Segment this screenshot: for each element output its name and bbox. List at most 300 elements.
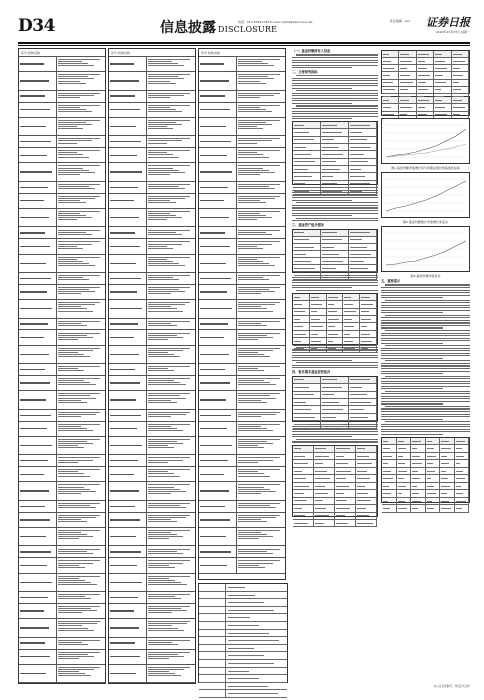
table-cell <box>440 445 455 452</box>
table-row <box>199 675 287 683</box>
text-line <box>456 471 463 472</box>
text-line <box>58 93 100 94</box>
text-line <box>381 305 470 306</box>
table-row <box>109 300 195 319</box>
cell-name <box>199 482 237 500</box>
text-line <box>238 289 269 290</box>
text-line <box>58 489 90 490</box>
cell-name <box>199 273 237 284</box>
table-cell <box>293 265 321 271</box>
table-row <box>199 285 285 300</box>
text-line <box>238 412 280 413</box>
text-line <box>148 382 180 383</box>
table-cell <box>452 87 469 93</box>
text-line <box>381 355 470 356</box>
contact-line: 电话：010-83251730 E-mail: zqrb9@zqrb.sina.net <box>238 20 313 24</box>
text-line <box>238 447 264 448</box>
text-line <box>58 232 86 233</box>
text-line <box>110 673 136 674</box>
table-row <box>293 520 377 527</box>
table-cell <box>440 490 455 497</box>
table-cell <box>382 80 399 86</box>
text-line <box>336 448 350 449</box>
text-line <box>400 75 410 76</box>
text-line <box>200 415 231 416</box>
text-line <box>294 254 306 255</box>
text-line <box>427 471 435 472</box>
text-line <box>238 370 264 371</box>
table-row <box>109 513 195 528</box>
text-line <box>292 429 378 430</box>
table-cell <box>293 244 321 250</box>
text-line <box>322 275 340 276</box>
text-line <box>381 295 470 296</box>
text-line <box>322 247 334 248</box>
cell-name <box>19 455 57 466</box>
text-line <box>58 304 95 305</box>
text-line <box>58 105 100 106</box>
table-cell <box>321 265 349 271</box>
text-line <box>238 174 260 175</box>
cell-name <box>199 410 237 421</box>
table-cell <box>356 490 377 496</box>
text-line <box>148 198 185 199</box>
text-line <box>148 143 167 144</box>
text-line <box>361 348 368 349</box>
table-row <box>382 475 469 483</box>
text-line <box>294 379 304 380</box>
table-cell <box>452 51 469 57</box>
table-cell <box>349 237 377 243</box>
text-line <box>350 183 370 184</box>
text-line <box>148 184 190 185</box>
text-line <box>148 120 190 121</box>
text-line <box>238 519 261 520</box>
text-line <box>238 78 274 79</box>
text-line <box>292 60 378 61</box>
cell-name <box>19 437 57 455</box>
table-row <box>199 227 285 239</box>
text-line <box>322 232 337 233</box>
table-cell <box>335 483 356 489</box>
text-line <box>381 338 470 339</box>
text-line <box>148 157 179 158</box>
cell-name <box>109 319 147 330</box>
text-line <box>58 382 90 383</box>
text-line <box>20 382 50 383</box>
page-header <box>18 14 470 40</box>
table-cell <box>382 438 397 445</box>
section-title-en: DISCLOSURE <box>218 25 278 34</box>
text-line <box>381 426 470 427</box>
text-line <box>200 519 230 520</box>
cell-name <box>199 118 237 136</box>
text-line <box>336 478 346 479</box>
cell-detail <box>147 592 195 603</box>
text-line <box>238 95 274 96</box>
table-column-3 <box>198 48 286 580</box>
text-line <box>381 408 470 409</box>
text-line <box>292 62 378 63</box>
cell-name <box>109 574 147 592</box>
cell-name <box>19 376 57 390</box>
cell-name <box>109 118 147 136</box>
table-cell <box>335 520 356 526</box>
text-line <box>58 168 83 169</box>
table-cell <box>452 58 469 64</box>
text-line <box>58 138 100 139</box>
table-cell <box>321 392 349 398</box>
table-row <box>19 638 105 650</box>
table-row <box>19 182 105 194</box>
text-line <box>311 297 319 298</box>
text-line <box>238 393 280 394</box>
table-cell <box>397 505 412 512</box>
table-row <box>199 182 285 194</box>
table-row <box>109 422 195 437</box>
text-line <box>148 428 177 429</box>
text-line <box>148 356 180 357</box>
cell-name <box>109 467 147 481</box>
text-line <box>20 63 44 64</box>
text-line <box>322 139 334 140</box>
text-line <box>238 507 276 508</box>
text-line <box>456 448 462 449</box>
cell-detail <box>57 513 105 527</box>
text-line <box>453 100 463 101</box>
text-line <box>350 268 368 269</box>
text-line <box>385 406 470 407</box>
cell-detail <box>57 665 105 683</box>
text-line <box>148 200 170 201</box>
table-row <box>19 194 105 209</box>
table-cell <box>397 445 412 452</box>
text-line <box>385 300 470 301</box>
table-cell <box>327 316 344 322</box>
text-line <box>58 493 81 494</box>
text-line <box>110 460 138 461</box>
heading-4: 四、报告期末基金投资组合 <box>292 369 331 374</box>
table-cell <box>349 406 377 412</box>
table-cell <box>411 498 426 505</box>
cell-detail <box>147 513 195 527</box>
text-line <box>381 343 443 344</box>
text-line <box>110 382 140 383</box>
cell-detail <box>237 239 285 253</box>
text-line <box>453 82 459 83</box>
text-line <box>381 302 470 303</box>
text-line <box>238 152 257 153</box>
text-line <box>148 263 179 264</box>
table-cell <box>399 104 416 110</box>
table-cell <box>310 331 327 337</box>
table-row <box>293 406 377 413</box>
text-line <box>322 191 342 192</box>
text-line <box>20 627 49 628</box>
text-line <box>381 292 470 293</box>
text-line <box>357 448 365 449</box>
table-cell <box>356 520 377 526</box>
table-cell <box>335 460 356 466</box>
text-line <box>148 484 190 485</box>
table-cell <box>411 438 426 445</box>
text-line <box>20 291 47 292</box>
table-row <box>19 650 105 665</box>
table-cell <box>455 468 470 475</box>
text-line <box>148 469 190 470</box>
text-line <box>148 83 176 84</box>
text-line <box>148 671 169 672</box>
table-cell <box>293 520 314 526</box>
table-cell <box>343 316 360 322</box>
table-row <box>382 104 469 111</box>
table-cell <box>356 446 377 452</box>
table-cell <box>349 122 377 128</box>
text-line <box>456 463 461 464</box>
cell-detail <box>237 513 285 527</box>
text-line <box>322 409 343 410</box>
text-line <box>336 508 350 509</box>
table-row <box>199 103 285 118</box>
table-row <box>293 505 377 512</box>
cell-name <box>19 346 57 364</box>
cell-name <box>109 482 147 500</box>
text-line <box>20 95 45 96</box>
table-cell <box>327 323 344 329</box>
table-cell <box>327 338 344 344</box>
table-cell <box>293 129 321 135</box>
text-line <box>238 560 280 561</box>
text-line <box>20 474 44 475</box>
text-line <box>296 105 378 106</box>
text-line <box>381 373 443 374</box>
text-line <box>58 584 97 585</box>
text-line <box>58 519 81 520</box>
cell-name <box>199 558 237 572</box>
text-line <box>238 154 263 155</box>
text-line <box>58 366 100 367</box>
cell-label <box>199 599 226 606</box>
text-line <box>383 486 389 487</box>
text-line <box>292 80 378 81</box>
cell-detail <box>237 422 285 436</box>
text-line <box>311 311 317 312</box>
text-line <box>292 111 378 112</box>
text-line <box>110 323 138 324</box>
text-line <box>58 350 93 351</box>
table-row <box>19 665 105 684</box>
text-line <box>238 471 258 472</box>
text-line <box>294 523 308 524</box>
table-row <box>19 319 105 331</box>
text-line <box>292 65 378 66</box>
text-line <box>148 426 171 427</box>
table-row <box>293 188 377 195</box>
table-cell <box>293 384 321 390</box>
cell-name <box>199 528 237 546</box>
text-line <box>238 293 261 294</box>
text-line <box>58 402 87 403</box>
text-line <box>148 370 174 371</box>
text-line <box>238 275 280 276</box>
cell-detail <box>237 364 285 375</box>
text-line <box>238 395 270 396</box>
data-table <box>381 96 470 116</box>
text-line <box>148 534 177 535</box>
table-cell <box>440 453 455 460</box>
cell-name <box>19 558 57 572</box>
text-line <box>238 378 280 379</box>
cell-detail <box>147 72 195 90</box>
table-row <box>199 528 285 547</box>
text-line <box>20 673 46 674</box>
text-line <box>58 610 97 611</box>
text-line <box>238 259 257 260</box>
table-row <box>199 622 287 630</box>
text-line <box>200 95 225 96</box>
text-column-b <box>381 48 470 684</box>
header-rule-thin <box>18 45 470 46</box>
text-line <box>148 667 190 668</box>
text-line <box>383 107 391 108</box>
text-line <box>148 211 190 212</box>
text-line <box>58 503 100 504</box>
table-cell <box>411 483 426 490</box>
text-line <box>292 434 378 435</box>
text-line <box>238 308 267 309</box>
cell-name <box>19 91 57 102</box>
text-line <box>357 523 373 524</box>
text-line <box>148 174 170 175</box>
text-line <box>238 93 280 94</box>
text-line <box>148 76 178 77</box>
text-line <box>292 98 378 99</box>
cell-detail <box>237 482 285 500</box>
table-row <box>19 255 105 274</box>
table-row <box>109 346 195 365</box>
text-line <box>58 337 93 338</box>
text-line <box>238 356 270 357</box>
table-row <box>199 637 287 645</box>
text-line <box>381 348 470 349</box>
text-line <box>292 357 378 358</box>
cell-detail <box>57 364 105 375</box>
text-line <box>418 114 428 115</box>
text-line <box>200 399 226 400</box>
text-line <box>58 567 85 568</box>
text-line <box>20 506 45 507</box>
cell-detail <box>57 546 105 557</box>
text-line <box>292 365 378 366</box>
text-line <box>350 387 362 388</box>
table-cell <box>455 490 470 497</box>
text-line <box>296 90 378 91</box>
table-cell <box>382 453 397 460</box>
text-line <box>385 360 470 361</box>
table-cell <box>349 421 377 427</box>
text-line <box>58 289 89 290</box>
text-line <box>58 122 86 123</box>
chart-svg <box>382 119 469 163</box>
text-line <box>58 594 100 595</box>
table-cell <box>417 97 434 103</box>
cell-name <box>199 285 237 299</box>
text-line <box>292 355 378 356</box>
text-line <box>383 82 393 83</box>
table-cell <box>321 384 349 390</box>
cell-name <box>19 118 57 136</box>
text-line <box>148 487 174 488</box>
table-cell <box>440 475 455 482</box>
text-line <box>294 125 304 126</box>
cell-detail <box>237 437 285 455</box>
text-line <box>453 75 464 76</box>
text-line <box>148 138 190 139</box>
text-line <box>148 457 190 458</box>
table-row <box>293 237 377 244</box>
table-cell <box>382 483 397 490</box>
text-line <box>412 501 421 502</box>
table-row <box>293 399 377 406</box>
text-line <box>148 393 190 394</box>
text-line <box>238 219 257 220</box>
cell-detail <box>57 194 105 208</box>
table-row <box>293 122 377 129</box>
text-line <box>58 412 100 413</box>
text-line <box>58 416 81 417</box>
text-line <box>412 493 419 494</box>
cell-detail <box>57 285 105 299</box>
text-line <box>292 195 378 196</box>
text-line <box>58 241 100 242</box>
text-line <box>238 287 280 288</box>
table-row <box>199 652 287 660</box>
series-line <box>386 181 466 211</box>
table-cell <box>360 331 377 337</box>
text-line <box>238 402 267 403</box>
cell-value <box>226 622 287 629</box>
table-cell <box>434 80 451 86</box>
text-line <box>294 463 308 464</box>
table-row <box>19 513 105 528</box>
text-line <box>238 521 267 522</box>
table-cell <box>455 505 470 512</box>
text-line <box>292 441 378 442</box>
text-line <box>58 598 91 599</box>
table-cell <box>455 475 470 482</box>
cell-name <box>109 285 147 299</box>
table-row <box>293 453 377 460</box>
table-cell <box>397 453 412 460</box>
text-line <box>294 275 308 276</box>
text-line <box>315 486 325 487</box>
text-line <box>148 259 167 260</box>
text-line <box>110 291 137 292</box>
text-line <box>361 341 372 342</box>
text-line <box>412 463 422 464</box>
table-cell <box>382 468 397 475</box>
table-cell <box>426 475 441 482</box>
table-cell <box>356 475 377 481</box>
text-line <box>58 140 92 141</box>
text-line <box>292 100 378 101</box>
table-cell <box>397 490 412 497</box>
text-line <box>58 612 82 613</box>
table-cell <box>397 475 412 482</box>
text-line <box>58 83 86 84</box>
text-line <box>58 128 83 129</box>
text-line <box>381 401 470 402</box>
